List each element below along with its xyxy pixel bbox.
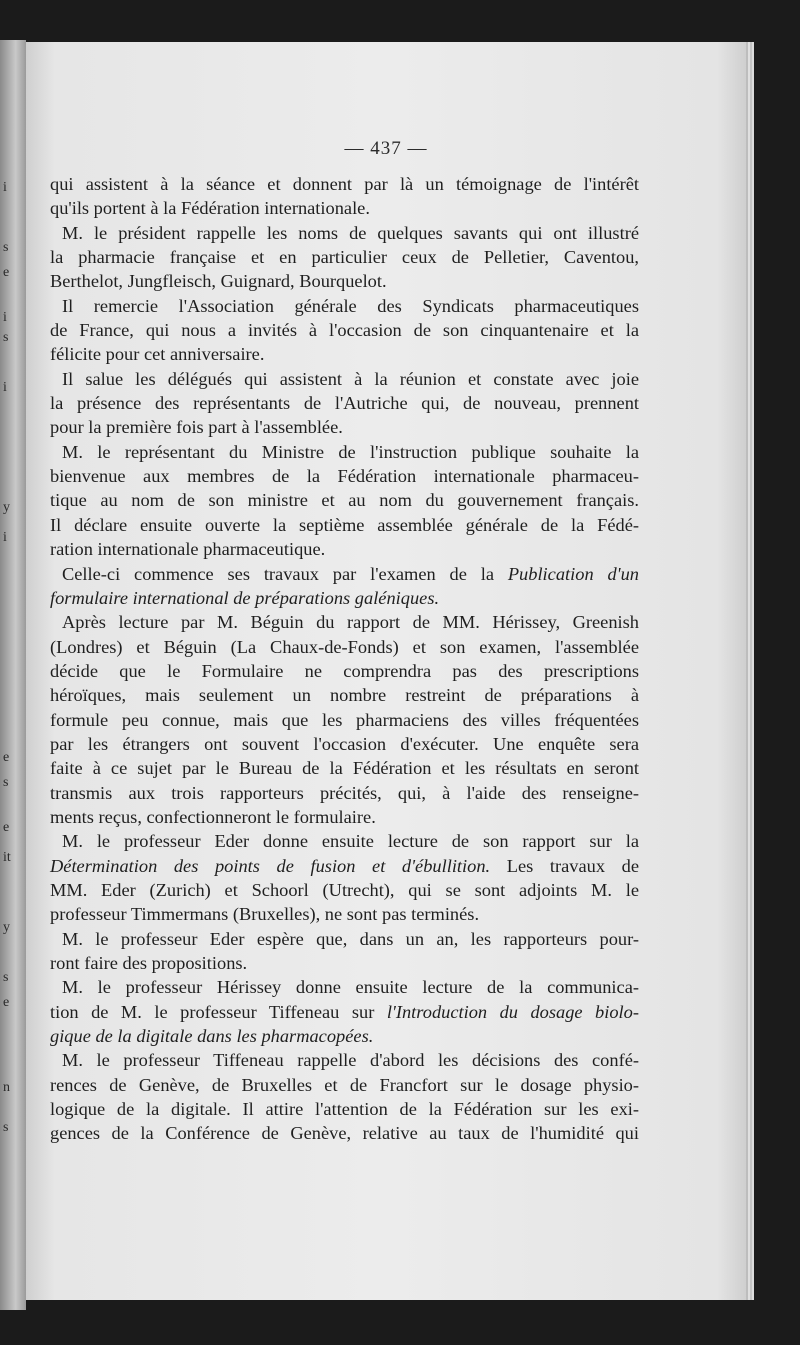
text-segment: la pharmacie française et en particulier ceux de Pelletier, Caventou, bbox=[50, 247, 639, 268]
text-line bbox=[50, 756, 639, 780]
text-line bbox=[50, 269, 639, 293]
text-segment: Il déclare ensuite ouverte la septième assemblée générale de la Fédé- bbox=[50, 514, 639, 535]
text-line bbox=[50, 488, 639, 512]
facing-page-edge bbox=[0, 40, 26, 1310]
text-segment: MM. Eder (Zurich) et Schoorl (Utrecht), qui se sont adjoints M. le bbox=[50, 879, 639, 900]
facing-page-char: e bbox=[3, 265, 10, 280]
text-segment: M. le professeur Eder donne ensuite lecture de son rapport sur la bbox=[62, 831, 639, 852]
text-segment: Il salue les délégués qui assistent à la réunion et constate avec joie bbox=[62, 368, 639, 389]
facing-page-char: s bbox=[3, 330, 9, 345]
text-segment: ration internationale pharmaceutique. bbox=[50, 539, 326, 560]
text-line bbox=[50, 586, 639, 610]
text-segment: tion de M. le professeur Tiffeneau sur bbox=[50, 1001, 387, 1022]
facing-page-char: s bbox=[3, 240, 9, 255]
text-segment: formule peu connue, mais que les pharmaciens des villes fréquentées bbox=[50, 709, 639, 730]
text-line bbox=[50, 1073, 639, 1097]
text-line bbox=[50, 221, 639, 245]
text-segment: par les étrangers ont souvent l'occasion d'exécuter. Une enquête sera bbox=[50, 733, 639, 754]
text-segment: ront faire des propositions. bbox=[50, 953, 248, 973]
text-segment: pour la première fois part à l'assemblée. bbox=[50, 417, 343, 438]
text-line bbox=[50, 951, 639, 975]
facing-page-char: n bbox=[3, 1080, 10, 1095]
italic-text: l'Introduction du dosage biolo- bbox=[386, 1001, 639, 1022]
facing-page-char: e bbox=[3, 820, 10, 835]
facing-page-char: i bbox=[3, 310, 7, 325]
body-text bbox=[50, 172, 639, 1146]
facing-page-char: y bbox=[3, 920, 10, 935]
text-line bbox=[50, 1097, 639, 1121]
text-segment: qu'ils portent à la Fédération internationale. bbox=[50, 198, 370, 219]
text-line bbox=[50, 635, 639, 659]
text-line bbox=[50, 367, 639, 391]
text-segment: qui assistent à la séance et donnent par là un témoignage de l'intérêt bbox=[50, 174, 639, 194]
text-segment: héroïques, mais seulement un nombre restreint de préparations à bbox=[50, 685, 639, 706]
text-segment: de France, qui nous a invités à l'occasion de son cinquantenaire et la bbox=[50, 320, 639, 341]
text-segment: logique de la digitale. Il attire l'attention de la Fédération sur les exi- bbox=[50, 1099, 639, 1120]
text-line bbox=[50, 1000, 639, 1024]
text-line bbox=[50, 659, 639, 683]
text-segment: M. le professeur Tiffeneau rappelle d'abord les décisions des confé- bbox=[62, 1050, 639, 1071]
facing-page-char: i bbox=[3, 530, 7, 545]
facing-page-char: y bbox=[3, 500, 10, 515]
facing-page-char: e bbox=[3, 995, 10, 1010]
text-line bbox=[50, 1048, 639, 1072]
text-line bbox=[50, 342, 639, 366]
italic-text: formulaire international de préparations galéniques. bbox=[50, 587, 440, 608]
text-line bbox=[50, 1121, 639, 1145]
text-segment: décide que le Formulaire ne comprendra pas des prescriptions bbox=[50, 660, 639, 681]
text-segment: Les travaux de bbox=[490, 855, 639, 876]
facing-page-char: s bbox=[3, 970, 9, 985]
text-line bbox=[50, 318, 639, 342]
page-number: — 437 — bbox=[344, 138, 428, 159]
text-segment: Berthelot, Jungfleisch, Guignard, Bourquelot. bbox=[50, 271, 387, 292]
text-line bbox=[50, 1024, 639, 1048]
facing-page-char: s bbox=[3, 1120, 9, 1135]
facing-page-char: s bbox=[3, 775, 9, 790]
text-segment: ments reçus, confectionneront le formulaire. bbox=[50, 806, 376, 827]
text-line bbox=[50, 927, 639, 951]
italic-text: gique de la digitale dans les pharmacopées. bbox=[50, 1026, 374, 1047]
text-line bbox=[50, 805, 639, 829]
text-line bbox=[50, 732, 639, 756]
italic-text: Publication d'un bbox=[507, 563, 639, 584]
facing-page-char: e bbox=[3, 750, 10, 765]
text-line bbox=[50, 683, 639, 707]
text-line bbox=[50, 829, 639, 853]
text-line bbox=[50, 708, 639, 732]
text-line bbox=[50, 610, 639, 634]
text-line bbox=[50, 415, 639, 439]
text-segment: M. le président rappelle les noms de quelques savants qui ont illustré bbox=[62, 222, 639, 243]
text-segment: Celle-ci commence ses travaux par l'examen de la bbox=[62, 563, 508, 584]
text-line bbox=[50, 440, 639, 464]
text-line bbox=[50, 975, 639, 999]
text-line bbox=[50, 391, 639, 415]
text-segment: M. le professeur Eder espère que, dans un an, les rapporteurs pour- bbox=[62, 928, 639, 949]
text-line bbox=[50, 537, 639, 561]
text-segment: (Londres) et Béguin (La Chaux-de-Fonds) et son examen, l'assemblée bbox=[50, 636, 639, 657]
text-line bbox=[50, 854, 639, 878]
text-line bbox=[50, 245, 639, 269]
book-page bbox=[26, 42, 746, 1300]
text-segment: M. le professeur Hérissey donne ensuite lecture de la communica- bbox=[62, 977, 639, 998]
text-line bbox=[50, 464, 639, 488]
facing-page-char: it bbox=[3, 850, 11, 865]
text-segment: professeur Timmermans (Bruxelles), ne sont pas terminés. bbox=[50, 904, 480, 925]
text-segment: rences de Genève, de Bruxelles et de Francfort sur le dosage physio- bbox=[50, 1074, 639, 1095]
text-segment: la présence des représentants de l'Autriche qui, de nouveau, prennent bbox=[50, 393, 639, 414]
text-line bbox=[50, 196, 639, 220]
text-line bbox=[50, 562, 639, 586]
italic-text: Détermination des points de fusion et d'ébullition. bbox=[50, 855, 491, 876]
text-line bbox=[50, 294, 639, 318]
text-line bbox=[50, 781, 639, 805]
text-segment: félicite pour cet anniversaire. bbox=[50, 344, 265, 365]
text-segment: Il remercie l'Association générale des Syndicats pharmaceutiques bbox=[62, 295, 639, 316]
text-segment: transmis aux trois rapporteurs précités, qui, à l'aide des renseigne- bbox=[50, 782, 639, 803]
text-segment: tique au nom de son ministre et au nom du gouvernement français. bbox=[50, 490, 639, 511]
facing-page-char: i bbox=[3, 180, 7, 195]
text-segment: gences de la Conférence de Genève, relative au taux de l'humidité qui bbox=[50, 1123, 639, 1144]
text-segment: M. le représentant du Ministre de l'instruction publique souhaite la bbox=[62, 441, 639, 462]
text-segment: faite à ce sujet par le Bureau de la Fédération et les résultats en seront bbox=[50, 758, 639, 779]
text-line bbox=[50, 513, 639, 537]
text-line bbox=[50, 902, 639, 926]
text-line bbox=[50, 172, 639, 196]
facing-page-char: i bbox=[3, 380, 7, 395]
text-segment: Après lecture par M. Béguin du rapport de MM. Hérissey, Greenish bbox=[62, 612, 639, 633]
text-segment: bienvenue aux membres de la Fédération internationale pharmaceu- bbox=[50, 466, 639, 487]
text-line bbox=[50, 878, 639, 902]
